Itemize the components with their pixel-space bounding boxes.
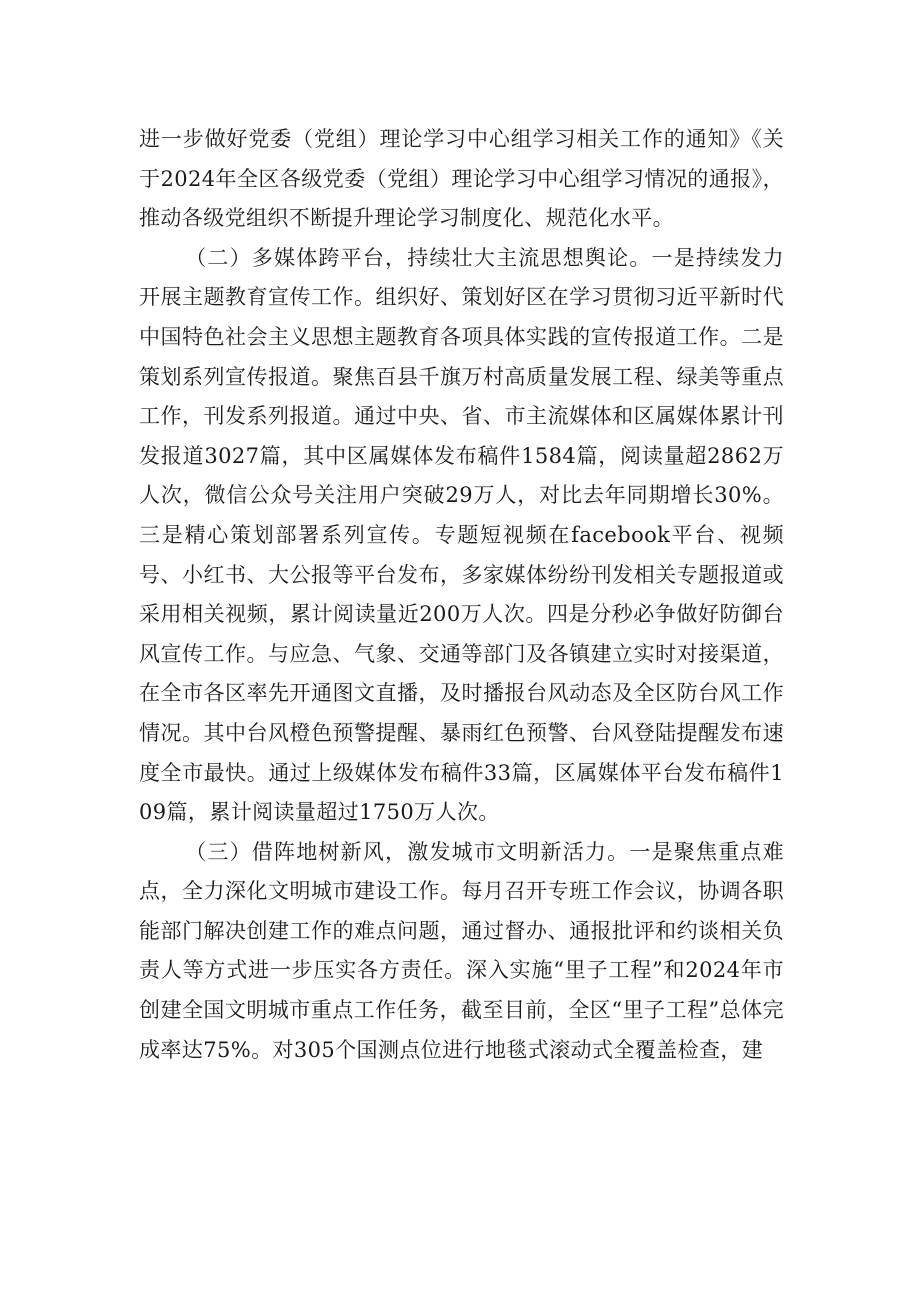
paragraph-section-two: （二）多媒体跨平台，持续壮大主流思想舆论。一是持续发力开展主题教育宣传工作。组织好、策划好区在学习贯彻习近平新时代中国特色社会主义思想主题教育各项具体实践的宣传报道工作。二是策划系列宣传报道。聚焦百县千旗万村高质量发展工程、绿美等重点工作，刊发系列报道。通过中央、省、市主流媒体和区属媒体累计刊发报道3027篇，其中区属媒体发布稿件1584篇，阅读量超2862万人次，微信公众号关注用户突破29万人，对比去年同期增长30%。三是精心策划部署系列宣传。专题短视频在facebook平台、视频号、小红书、大公报等平台发布，多家媒体纷纷刊发相关专题报道或采用相关视频，累计阅读量近200万人次。四是分秒必争做好防御台风宣传工作。与应急、气象、交通等部门及各镇建立实时对接渠道，在全市各区率先开通图文直播，及时播报台风动态及全区防台风工作情况。其中台风橙色预警提醒、暴雨红色预警、台风登陆提醒发布速度全市最快。通过上级媒体发布稿件33篇，区属媒体平台发布稿件109篇，累计阅读量超过1750万人次。 <box>139 245 784 825</box>
paragraph-section-three: （三）借阵地树新风，激发城市文明新活力。一是聚焦重点难点，全力深化文明城市建设工作。每月召开专班工作会议，协调各职能部门解决创建工作的难点问题，通过督办、通报批评和约谈相关负责人等方式进一步压实各方责任。深入实施“里子工程”和2024年市创建全国文明城市重点工作任务，截至目前，全区“里子工程”总体完成率达75%。对305个国测点位进行地毯式滚动式全覆盖检查，建 <box>139 839 784 1062</box>
document-body <box>139 120 784 1070</box>
paragraph-continuation: 进一步做好党委（党组）理论学习中心组学习相关工作的通知》《关于2024年全区各级党委（党组）理论学习中心组学习情况的通报》，推动各级党组织不断提升理论学习制度化、规范化水平。 <box>139 127 784 231</box>
